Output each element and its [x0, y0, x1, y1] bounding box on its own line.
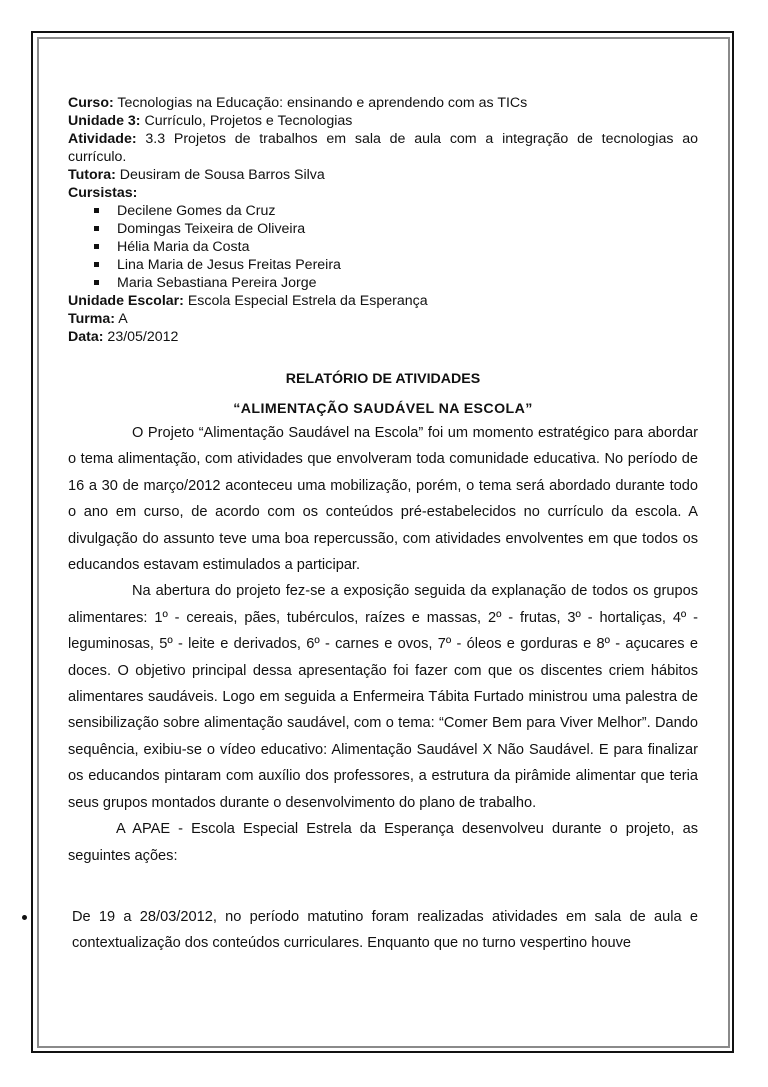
school-unit-line	[68, 292, 698, 310]
student-item: Lina Maria de Jesus Freitas Pereira	[93, 256, 698, 274]
course-line	[68, 94, 698, 112]
class-label: Turma:	[68, 311, 116, 327]
activity-value: 3.3 Projetos de trabalhos em sala de aula com a integração de tecnologias ao	[136, 131, 698, 147]
tutor-label: Tutora:	[68, 167, 116, 183]
round-bullet-icon	[22, 915, 27, 920]
body-paragraph: A APAE - Escola Especial Estrela da Esperança desenvolveu durante o projeto, as seguintes ações:	[68, 821, 698, 864]
class-line	[68, 310, 698, 328]
actions-list	[68, 904, 698, 957]
report-title: RELATÓRIO DE ATIVIDADES	[285, 371, 481, 387]
date-label: Data:	[68, 329, 104, 345]
class-value: A	[115, 311, 128, 327]
student-item: Decilene Gomes da Cruz	[93, 202, 698, 220]
course-value: Tecnologias na Educação: ensinando e aprendendo com as TICs	[113, 95, 528, 111]
school-unit-label: Unidade Escolar:	[68, 293, 184, 309]
square-bullet-icon	[94, 262, 99, 267]
date-value: 23/05/2012	[103, 329, 179, 345]
students-list	[68, 202, 698, 292]
body-paragraph: O Projeto “Alimentação Saudável na Escola” foi um momento estratégico para abordar o tema alimentação, com atividades que envolveram toda comunidade educativa. No período de 16 a 30 de março/2012 aconteceu uma mobilização, porém, o tema será abordado durante todo o ano em curso, de acordo com os conteúdos pré-estabelecidos no currículo da escola. A divulgação do assunto teve uma boa repercussão, com atividades envolventes em que todos os educandos estavam estimulados a participar.	[68, 425, 698, 574]
students-label: Cursistas:	[68, 185, 138, 201]
unit-value: Currículo, Projetos e Tecnologias	[140, 113, 353, 129]
student-item: Hélia Maria da Costa	[93, 238, 698, 256]
square-bullet-icon	[94, 226, 99, 231]
tutor-value: Deusiram de Sousa Barros Silva	[115, 167, 325, 183]
date-line	[68, 328, 698, 346]
course-label: Curso:	[68, 95, 114, 111]
unit-label: Unidade 3:	[68, 113, 141, 129]
document-header	[68, 94, 698, 346]
square-bullet-icon	[94, 244, 99, 249]
project-title: “ALIMENTAÇÃO SAUDÁVEL NA ESCOLA”	[233, 401, 533, 417]
activity-line	[68, 130, 698, 148]
tutor-line	[68, 166, 698, 184]
student-item: Maria Sebastiana Pereira Jorge	[93, 274, 698, 292]
square-bullet-icon	[94, 280, 99, 285]
action-item: De 19 a 28/03/2012, no período matutino foram realizadas atividades em sala de aula e contextualização dos conteúdos curriculares. Enquanto que no turno vespertino houve	[68, 904, 698, 957]
activity-line-2: currículo.	[68, 149, 127, 165]
unit-line	[68, 112, 698, 130]
square-bullet-icon	[94, 208, 99, 213]
student-item: Domingas Teixeira de Oliveira	[93, 220, 698, 238]
school-unit-value: Escola Especial Estrela da Esperança	[183, 293, 428, 309]
report-body	[68, 420, 698, 869]
body-paragraph: Na abertura do projeto fez-se a exposição seguida da explanação de todos os grupos alimentares: 1º - cereais, pães, tubérculos, raízes e massas, 2º - frutas, 3º - hortaliças, 4º - leguminosas, 5º - leite e derivados, 6º - carnes e ovos, 7º - óleos e gorduras e 8º - açucares e doces. O objetivo principal dessa apresentação foi fazer com que os discentes criem hábitos alimentares saudáveis. Logo em seguida a Enfermeira Tábita Furtado ministrou uma palestra de sensibilização sobre alimentação saudável, com o tema: “Comer Bem para Viver Melhor”. Dando sequência, exibiu-se o vídeo educativo: Alimentação Saudável X Não Saudável. E para finalizar os educandos pintaram com auxílio dos professores, a estrutura da pirâmide alimentar que teria seus grupos montados durante o desenvolvimento do plano de trabalho.	[68, 583, 698, 811]
report-titles	[68, 370, 698, 418]
activity-label: Atividade:	[68, 131, 137, 147]
